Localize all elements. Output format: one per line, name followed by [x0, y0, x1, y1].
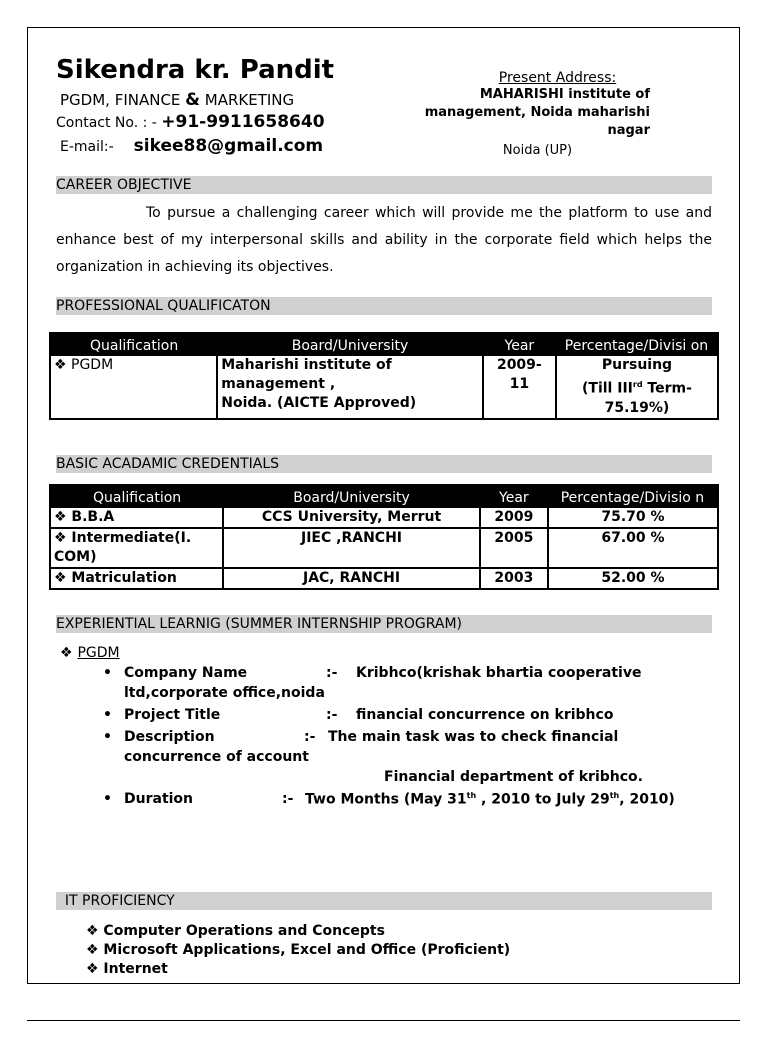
table-row [50, 528, 718, 568]
address-line: management, Noida maharishi [424, 105, 650, 120]
degree [60, 90, 294, 110]
cell-year: 2003 [480, 568, 548, 589]
cell-year [483, 355, 556, 419]
cell-percentage: 52.00 % [548, 568, 718, 589]
duration-label: Duration [124, 791, 194, 807]
next-page-edge [27, 1020, 740, 1041]
table-row [50, 568, 718, 589]
email [60, 136, 323, 156]
section-career-objective: CAREER OBJECTIVE [56, 176, 712, 194]
project-value: financial concurrence on kribhco [356, 707, 614, 723]
program-name: PGDM [77, 645, 120, 661]
year-line: 11 [509, 376, 530, 392]
duration-sep: :- [282, 791, 294, 807]
project-sep: :- [326, 707, 338, 723]
address-heading: Present Address: [498, 70, 617, 86]
pct-sup: rd [632, 380, 643, 389]
description-value: The main task was to check financial [328, 729, 619, 745]
section-it-proficiency: IT PROFICIENCY [56, 892, 712, 910]
company-sep: :- [326, 665, 338, 681]
duration-text: , 2010) [619, 791, 675, 808]
col-board: Board/University [217, 333, 483, 355]
table-header-row [50, 333, 718, 355]
cell-year: 2005 [480, 528, 548, 568]
cell-qualification: ❖ PGDM [50, 355, 217, 419]
career-objective-text: To pursue a challenging career which will provide me the platform to use and enhance best of my interpersonal skills and ability in the corporate field which helps the organization in achieving its objectives. [56, 205, 712, 275]
degree-post: MARKETING [200, 91, 295, 109]
cell-qualification: ❖ Intermediate(I. COM) [50, 528, 223, 568]
cell-board: JIEC ,RANCHI [223, 528, 480, 568]
cell-percentage [556, 355, 718, 419]
cell-board [217, 355, 483, 419]
duration-text: , 2010 to July 29 [476, 791, 610, 808]
contact-label: Contact No. : - [56, 115, 162, 131]
duration-text: Two Months (May 31 [305, 791, 467, 808]
contact-value: +91-9911658640 [161, 112, 325, 132]
col-year: Year [480, 485, 548, 507]
bullet-icon: • [103, 791, 112, 807]
table-header-row [50, 485, 718, 507]
cell-percentage: 67.00 % [548, 528, 718, 568]
col-qualification: Qualification [50, 333, 217, 355]
bullet-icon: • [103, 729, 112, 745]
candidate-name: Sikendra kr. Pandit [56, 55, 335, 85]
address-city: Noida (UP) [502, 143, 573, 158]
bullet-icon: • [103, 665, 112, 681]
present-address [405, 70, 650, 160]
board-line: management , [221, 376, 336, 392]
table-row [50, 507, 718, 528]
bullet-icon: • [103, 707, 112, 723]
duration-value [305, 791, 675, 808]
col-qualification: Qualification [50, 485, 223, 507]
email-value: sikee88@gmail.com [133, 136, 324, 156]
company-value: Kribhco(krishak bhartia cooperative [356, 665, 642, 681]
list-item: ❖ Computer Operations and Concepts [86, 923, 385, 939]
pct-line: 75.19%) [604, 399, 670, 416]
cell-percentage: 75.70 % [548, 507, 718, 528]
cell-qualification: ❖ B.B.A [50, 507, 223, 528]
description-value-cont: concurrence of account [124, 749, 309, 765]
board-line: Noida. (AICTE Approved) [221, 395, 417, 411]
pct-text: (Till III [582, 380, 633, 397]
duration-sup: th [609, 791, 620, 800]
year-line: 2009- [496, 357, 542, 373]
col-board: Board/University [223, 485, 480, 507]
company-value-cont: ltd,corporate office,noida [124, 685, 325, 701]
cell-year: 2009 [480, 507, 548, 528]
col-year: Year [483, 333, 556, 355]
degree-amp: & [185, 90, 200, 110]
board-line: Maharishi institute of [221, 357, 392, 373]
description-sep: :- [304, 729, 316, 745]
cell-qualification: ❖ Matriculation [50, 568, 223, 589]
section-experience: EXPERIENTIAL LEARNIG (SUMMER INTERNSHIP PROGRAM) [56, 615, 712, 633]
contact [56, 112, 325, 132]
pct-line: Pursuing [601, 357, 673, 373]
col-percentage: Percentage/Divisio n [548, 485, 718, 507]
basic-table [49, 484, 719, 590]
address-line: MAHARISHI institute of [479, 87, 650, 102]
program-item [60, 645, 120, 661]
duration-sup: th [466, 791, 477, 800]
description-value-cont: Financial department of kribhco. [384, 769, 643, 785]
list-item: ❖ Internet [86, 961, 168, 977]
list-item: ❖ Microsoft Applications, Excel and Office (Proficient) [86, 942, 511, 958]
table-row [50, 355, 718, 419]
col-percentage: Percentage/Divisi on [556, 333, 718, 355]
degree-pre: PGDM, FINANCE [60, 91, 186, 109]
company-label: Company Name [124, 665, 248, 681]
email-label: E-mail:- [60, 139, 114, 155]
professional-table [49, 332, 719, 420]
cell-board: CCS University, Merrut [223, 507, 480, 528]
pct-text: Term- [642, 380, 692, 397]
section-basic-credentials: BASIC ACADAMIC CREDENTIALS [56, 455, 712, 473]
pct-line [560, 375, 714, 399]
section-professional-qualification: PROFESSIONAL QUALIFICATON [56, 297, 712, 315]
description-label: Description [124, 729, 215, 745]
address-line: nagar [607, 123, 650, 138]
bullet-icon: ❖ [60, 645, 78, 661]
project-label: Project Title [124, 707, 221, 723]
it-proficiency-list [86, 922, 510, 979]
cell-board: JAC, RANCHI [223, 568, 480, 589]
